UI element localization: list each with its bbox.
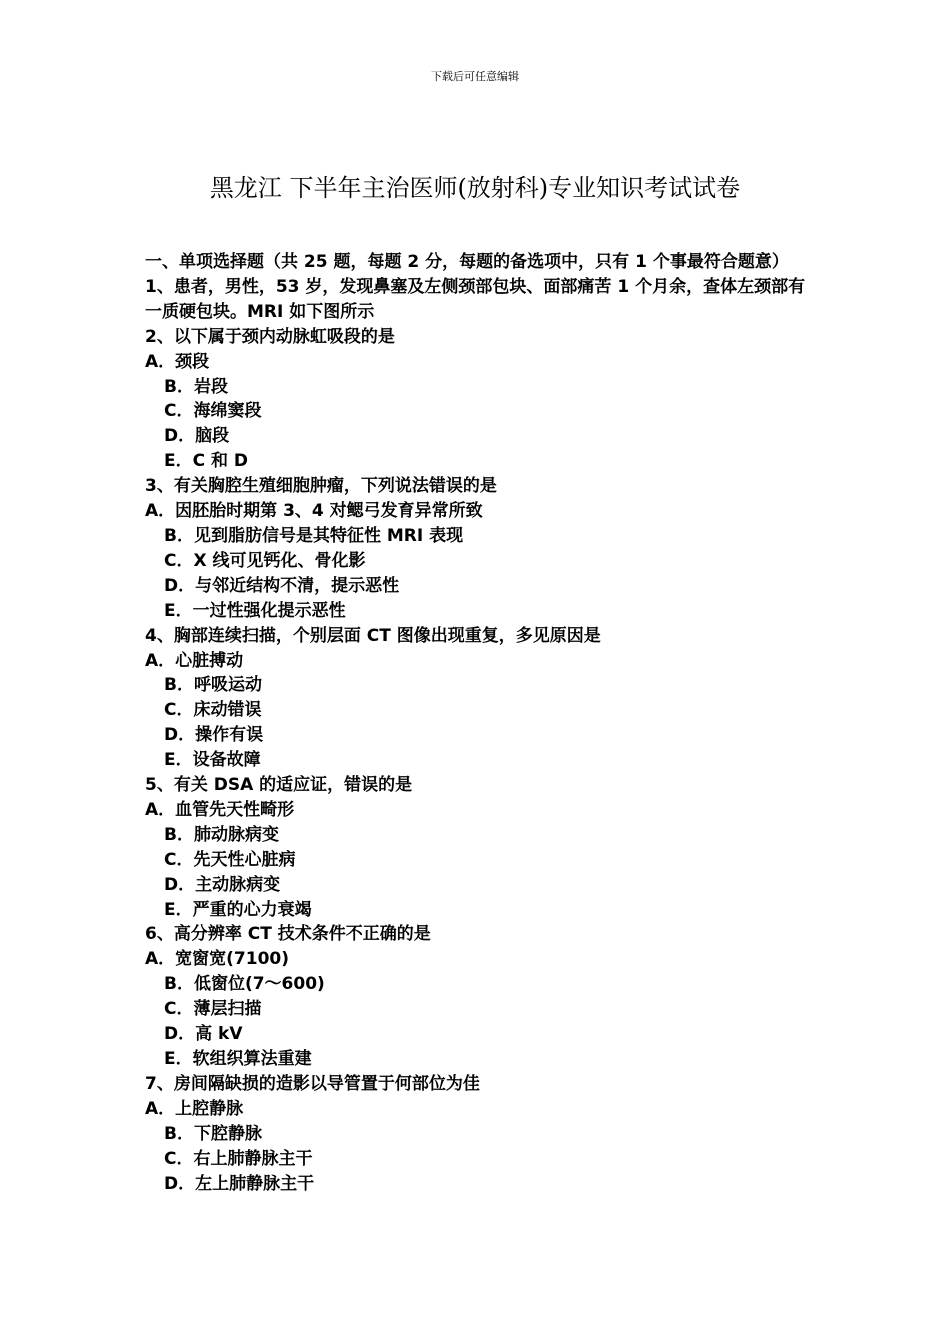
answer-option: E．软组织算法重建 bbox=[164, 1049, 312, 1069]
question-6 bbox=[145, 922, 810, 1071]
answer-option: E．严重的心力衰竭 bbox=[164, 899, 312, 920]
question-stem: 1、患者，男性，53 岁，发现鼻塞及左侧颈部包块、面部痛苦 1 个月余，查体左颈部有一质硬包块。MRI 如下图所示 bbox=[145, 276, 806, 322]
question-stem: 2、以下属于颈内动脉虹吸段的是 bbox=[145, 326, 395, 347]
answer-option: C．X 线可见钙化、骨化影 bbox=[164, 550, 366, 571]
question-list bbox=[145, 275, 810, 1197]
answer-option: E．C 和 D bbox=[164, 451, 249, 472]
question-1 bbox=[145, 275, 810, 325]
answer-option: E．一过性强化提示恶性 bbox=[164, 600, 346, 621]
answer-option: D．操作有误 bbox=[164, 725, 264, 746]
answer-option: C．先天性心脏病 bbox=[164, 849, 296, 870]
answer-option: C．薄层扫描 bbox=[164, 999, 262, 1020]
section-heading: 一、单项选择题（共 25 题，每题 2 分，每题的备选项中，只有 1 个事最符合题意） bbox=[145, 252, 789, 272]
question-2 bbox=[145, 325, 810, 474]
answer-option: B．见到脂肪信号是其特征性 MRI 表现 bbox=[164, 525, 464, 546]
question-5 bbox=[145, 773, 810, 922]
question-4 bbox=[145, 624, 810, 773]
answer-option: A．因胚胎时期第 3、4 对鳃弓发育异常所致 bbox=[145, 501, 483, 522]
question-stem: 3、有关胸腔生殖细胞肿瘤，下列说法错误的是 bbox=[145, 476, 497, 497]
answer-option: D．脑段 bbox=[164, 426, 230, 447]
question-stem: 7、房间隔缺损的造影以导管置于何部位为佳 bbox=[145, 1073, 480, 1094]
document-title: 黑龙江 下半年主治医师(放射科)专业知识考试试卷 bbox=[209, 174, 741, 203]
answer-option: B．呼吸运动 bbox=[164, 675, 262, 696]
answer-option: A．上腔静脉 bbox=[145, 1098, 244, 1119]
answer-option: A．颈段 bbox=[145, 351, 210, 372]
answer-option: D．高 kV bbox=[164, 1024, 243, 1045]
answer-option: D．与邻近结构不清，提示恶性 bbox=[164, 575, 400, 596]
answer-option: A．心脏搏动 bbox=[145, 650, 244, 671]
question-stem: 6、高分辨率 CT 技术条件不正确的是 bbox=[145, 924, 431, 945]
question-7 bbox=[145, 1072, 810, 1197]
answer-option: D．左上肺静脉主干 bbox=[164, 1173, 315, 1194]
answer-option: B．肺动脉病变 bbox=[164, 824, 279, 845]
answer-option: B．下腔静脉 bbox=[164, 1123, 262, 1144]
answer-option: A．血管先天性畸形 bbox=[145, 799, 295, 820]
answer-option: E．设备故障 bbox=[164, 750, 261, 771]
header-note: 下载后可任意编辑 bbox=[431, 70, 519, 83]
answer-option: B．岩段 bbox=[164, 376, 228, 397]
question-3 bbox=[145, 474, 810, 623]
question-stem: 5、有关 DSA 的适应证，错误的是 bbox=[145, 775, 413, 796]
answer-option: D．主动脉病变 bbox=[164, 874, 281, 895]
exam-content bbox=[145, 250, 810, 1196]
question-stem: 4、胸部连续扫描，个别层面 CT 图像出现重复，多见原因是 bbox=[145, 625, 601, 646]
answer-option: C．床动错误 bbox=[164, 700, 262, 721]
answer-option: C．右上肺静脉主干 bbox=[164, 1148, 313, 1169]
answer-option: A．宽窗宽(7100) bbox=[145, 949, 290, 970]
answer-option: C．海绵窦段 bbox=[164, 401, 262, 422]
answer-option: B．低窗位(7～600) bbox=[164, 974, 325, 995]
